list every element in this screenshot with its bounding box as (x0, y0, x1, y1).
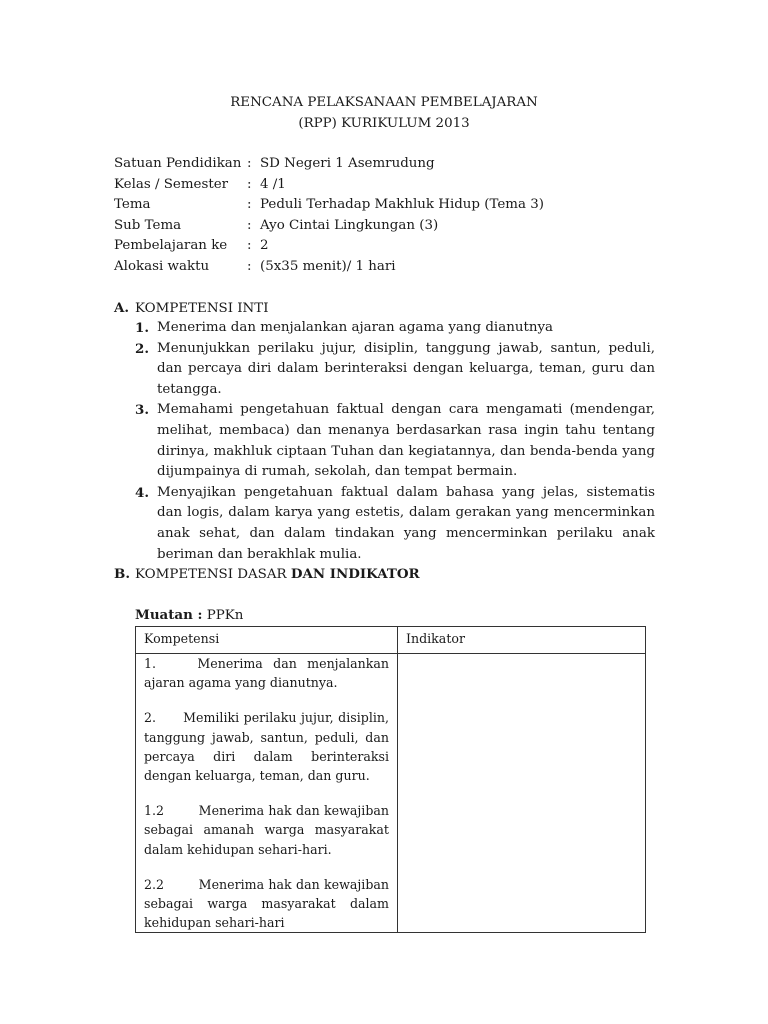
list-number: 3. (135, 402, 149, 419)
kompetensi-paragraph: 2. Memiliki perilaku jujur, disiplin, tanggung jawab, santun, peduli, dan percaya diri dalam berinteraksi dengan keluarga, teman, dan guru. (144, 710, 394, 784)
list-number: 1. (135, 320, 149, 336)
section-title: KOMPETENSI DASAR (135, 567, 291, 582)
info-row (114, 257, 674, 278)
document-title-line2: (RPP) KURIKULUM 2013 (298, 116, 470, 131)
info-value: Ayo Cintai Lingkungan (3) (260, 217, 439, 233)
identity-info-block (114, 154, 674, 278)
section-title-bold: DAN INDIKATOR (290, 566, 420, 582)
muatan-label: Muatan : (135, 607, 203, 623)
info-colon: : (247, 156, 252, 171)
header-indikator (398, 627, 646, 654)
info-value: Peduli Terhadap Makhluk Hidup (Tema 3) (260, 197, 544, 213)
kompetensi-cell (136, 654, 398, 933)
table-row (136, 654, 646, 933)
info-label: Sub Tema (114, 217, 182, 233)
kompetensi-paragraph: 1. Menerima dan menjalankan ajaran agama yang dianutnya. (144, 656, 394, 691)
info-value: 2 (260, 238, 269, 254)
info-colon: : (247, 197, 252, 213)
info-value: 4 /1 (260, 176, 286, 192)
muatan-value: PPKn (202, 608, 244, 623)
info-colon: : (247, 258, 252, 274)
list-text: Menunjukkan perilaku jujur, disiplin, tanggung jawab, santun, peduli, dan percaya diri dalam berinteraksi dengan keluarga, teman, guru dan tetangga. (157, 340, 655, 397)
indikator-cell[interactable] (398, 654, 646, 933)
table-header-row (136, 627, 646, 654)
info-colon: : (247, 238, 252, 254)
info-row (114, 154, 674, 175)
info-value: SD Negeri 1 Asemrudung (260, 156, 435, 171)
list-text: Memahami pengetahuan faktual dengan cara mengamati (mendengar, melihat, membaca) dan menanya berdasarkan rasa ingin tahu tentang dirinya, makhluk ciptaan Tuhan dan kegiatannya, dan benda-benda yang dijumpainya di rumah, sekolah, dan tempat bermain. (157, 402, 655, 480)
info-row (114, 175, 674, 196)
info-value: (5x35 menit)/ 1 hari (260, 258, 396, 274)
info-row (114, 216, 674, 237)
list-item (135, 339, 655, 401)
info-label: Pembelajaran ke (114, 238, 228, 254)
kompetensi-paragraph: 1.2 Menerima hak dan kewajiban sebagai amanah warga masyarakat dalam kehidupan sehari-hari. (144, 803, 394, 857)
info-colon: : (247, 176, 252, 192)
kompetensi-inti-list (135, 318, 655, 565)
header-kompetensi (136, 627, 398, 654)
info-row (114, 195, 674, 216)
section-letter: B. (114, 566, 130, 582)
info-label: Alokasi waktu (114, 258, 210, 274)
kompetensi-dasar-table (135, 626, 646, 933)
info-colon: : (247, 217, 252, 233)
info-label: Tema (114, 197, 151, 213)
list-item (135, 400, 655, 482)
document-title-line1: RENCANA PELAKSANAAN PEMBELAJARAN (230, 95, 538, 110)
section-a-heading (114, 298, 269, 319)
section-letter: A. (114, 300, 130, 316)
section-title: KOMPETENSI INTI (135, 301, 269, 316)
list-item (135, 483, 655, 565)
muatan-line (135, 605, 243, 626)
list-text: Menerima dan menjalankan ajaran agama yang dianutnya (157, 320, 553, 335)
info-row (114, 236, 674, 257)
header-indikator-label: Indikator (406, 631, 465, 646)
section-b-heading (114, 564, 420, 585)
list-number: 4. (135, 484, 149, 501)
list-text: Menyajikan pengetahuan faktual dalam bahasa yang jelas, sistematis dan logis, dalam karya yang estetis, dalam gerakan yang mencerminkan anak sehat, dan dalam tindakan yang mencerminkan perilaku anak beriman dan berakhlak mulia. (157, 484, 655, 562)
header-kompetensi-label: Kompetensi (144, 631, 220, 646)
list-item (135, 318, 655, 339)
info-label: Satuan Pendidikan (114, 156, 242, 171)
info-label: Kelas / Semester (114, 176, 229, 192)
kompetensi-paragraph: 2.2 Menerima hak dan kewajiban sebagai warga masyarakat dalam kehidupan sehari-hari (144, 876, 394, 931)
list-number: 2. (135, 340, 149, 357)
